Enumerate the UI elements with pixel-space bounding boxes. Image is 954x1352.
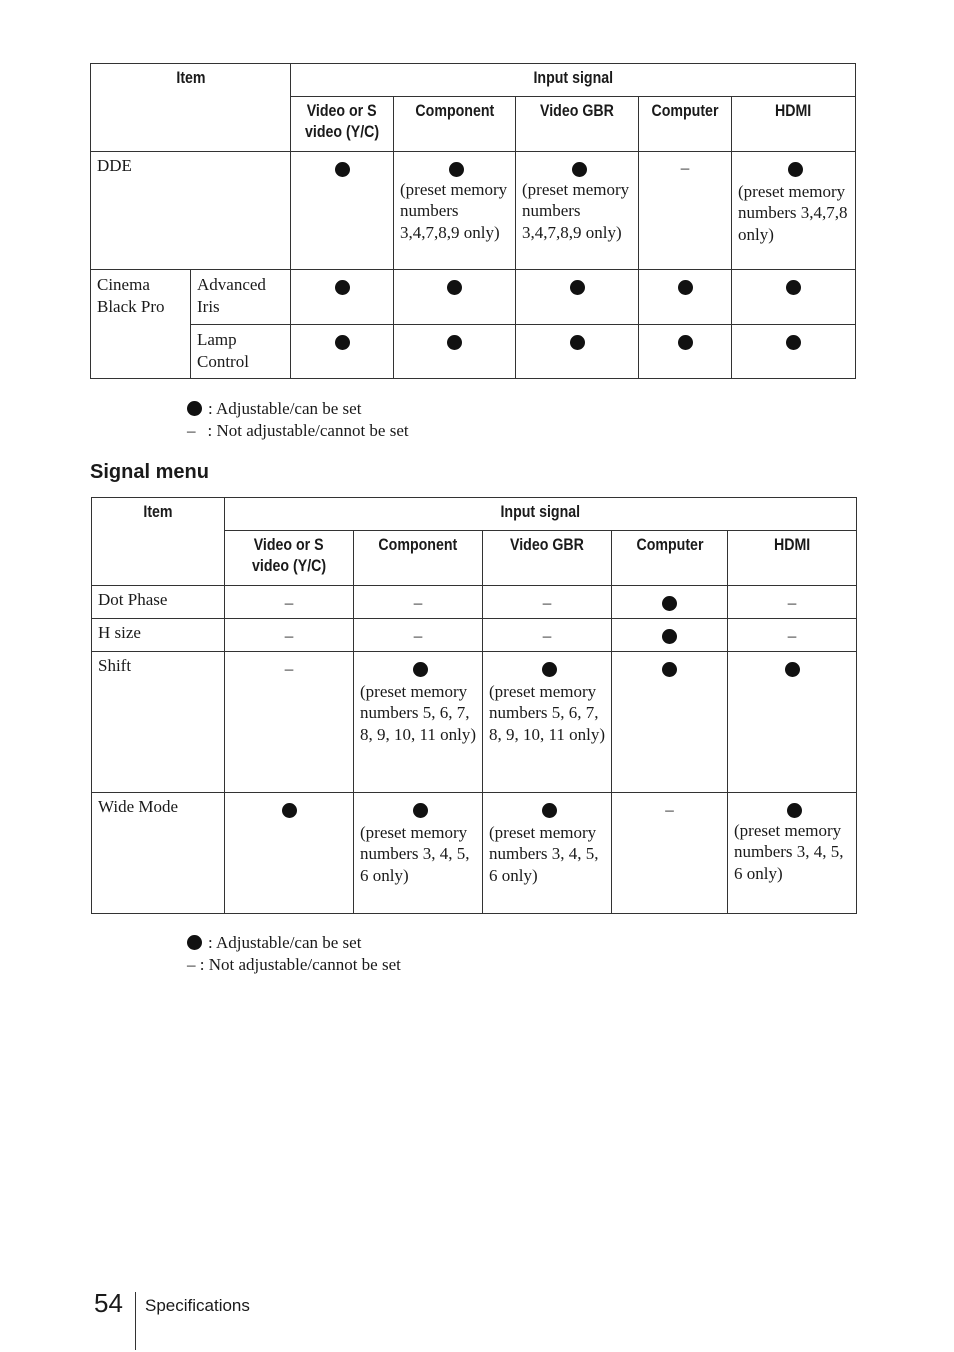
adjustable-dot-icon bbox=[662, 629, 677, 644]
col-computer: Computer bbox=[612, 531, 728, 586]
row-label-h-size: H size bbox=[92, 619, 225, 652]
table-row bbox=[91, 270, 856, 325]
preset-note: (preset memory numbers 3, 4, 5, 6 only) bbox=[360, 822, 470, 885]
row-label-lamp-control: Lamp Control bbox=[191, 325, 291, 379]
adjustable-dot-icon bbox=[662, 662, 677, 677]
not-adjustable-dash: – bbox=[284, 593, 294, 612]
input-signal-table-2 bbox=[91, 497, 857, 914]
col-video-s: Video or S video (Y/C) bbox=[225, 531, 354, 586]
header-input-signal: Input signal bbox=[225, 498, 857, 531]
adjustable-dot-icon bbox=[413, 662, 428, 677]
adjustable-dot-icon bbox=[413, 803, 428, 818]
not-adjustable-dash: – bbox=[542, 626, 552, 645]
col-hdmi: HDMI bbox=[728, 531, 857, 586]
not-adjustable-dash: – bbox=[542, 593, 552, 612]
preset-note: (preset memory numbers 3,4,7,8,9 only) bbox=[400, 179, 508, 242]
adjustable-dot-icon bbox=[542, 803, 557, 818]
footer-divider bbox=[135, 1292, 136, 1350]
preset-note: (preset memory numbers 3,4,7,8,9 only) bbox=[522, 179, 630, 242]
adjustable-dot-icon bbox=[787, 803, 802, 818]
not-adjustable-dash: – bbox=[787, 626, 797, 645]
adjustable-dot-icon bbox=[282, 803, 297, 818]
table-row bbox=[91, 325, 856, 379]
preset-note: (preset memory numbers 3,4,7,8 only) bbox=[738, 181, 848, 244]
adjustable-dot-icon bbox=[570, 280, 585, 295]
header-item: Item bbox=[92, 498, 225, 586]
adjustable-dot-icon bbox=[449, 162, 464, 177]
legend-1: : Adjustable/can be set – : Not adjustable/cannot be set bbox=[187, 399, 409, 440]
preset-note: (preset memory numbers 5, 6, 7, 8, 9, 10, 11 only) bbox=[489, 681, 606, 744]
legend-2: : Adjustable/can be set – : Not adjustable/cannot be set bbox=[187, 933, 401, 974]
adjustable-dot-icon bbox=[447, 280, 462, 295]
adjustable-dot-icon bbox=[335, 162, 350, 177]
row-label-cinema-black-pro: Cinema Black Pro bbox=[91, 270, 191, 379]
not-adjustable-dash: – bbox=[284, 626, 294, 645]
row-label-dde: DDE bbox=[91, 152, 291, 270]
adjustable-dot-icon bbox=[187, 935, 202, 950]
col-component: Component bbox=[394, 97, 516, 152]
adjustable-dot-icon bbox=[187, 401, 202, 416]
col-video-gbr: Video GBR bbox=[516, 97, 639, 152]
adjustable-dot-icon bbox=[335, 280, 350, 295]
table-row bbox=[92, 793, 857, 914]
adjustable-dot-icon bbox=[570, 335, 585, 350]
table-row bbox=[91, 152, 856, 270]
not-adjustable-dash: – bbox=[680, 158, 690, 177]
adjustable-dot-icon bbox=[678, 335, 693, 350]
col-component: Component bbox=[354, 531, 483, 586]
adjustable-dot-icon bbox=[678, 280, 693, 295]
row-label-advanced-iris: Advanced Iris bbox=[191, 270, 291, 325]
col-video-s: Video or S video (Y/C) bbox=[291, 97, 394, 152]
row-label-wide-mode: Wide Mode bbox=[92, 793, 225, 914]
adjustable-dot-icon bbox=[572, 162, 587, 177]
header-item: Item bbox=[91, 64, 291, 152]
preset-note: (preset memory numbers 3, 4, 5, 6 only) bbox=[734, 820, 844, 883]
table-row bbox=[92, 619, 857, 652]
not-adjustable-dash: – bbox=[413, 593, 423, 612]
adjustable-dot-icon bbox=[788, 162, 803, 177]
not-adjustable-dash: – bbox=[413, 626, 423, 645]
row-label-shift: Shift bbox=[92, 652, 225, 793]
preset-note: (preset memory numbers 3, 4, 5, 6 only) bbox=[489, 822, 599, 885]
header-input-signal: Input signal bbox=[291, 64, 856, 97]
table-row bbox=[92, 652, 857, 793]
table-row bbox=[92, 586, 857, 619]
not-adjustable-dash: – bbox=[787, 593, 797, 612]
col-video-gbr: Video GBR bbox=[483, 531, 612, 586]
not-adjustable-dash: – bbox=[665, 800, 674, 819]
adjustable-dot-icon bbox=[786, 335, 801, 350]
preset-note: (preset memory numbers 5, 6, 7, 8, 9, 10, 11 only) bbox=[360, 681, 477, 744]
col-computer: Computer bbox=[639, 97, 732, 152]
footer-section-label: Specifications bbox=[145, 1296, 250, 1315]
col-hdmi: HDMI bbox=[732, 97, 856, 152]
section-title: Signal menu bbox=[90, 461, 209, 483]
adjustable-dot-icon bbox=[335, 335, 350, 350]
adjustable-dot-icon bbox=[786, 280, 801, 295]
input-signal-table-1 bbox=[90, 63, 856, 379]
adjustable-dot-icon bbox=[542, 662, 557, 677]
adjustable-dot-icon bbox=[662, 596, 677, 611]
row-label-dot-phase: Dot Phase bbox=[92, 586, 225, 619]
adjustable-dot-icon bbox=[447, 335, 462, 350]
adjustable-dot-icon bbox=[785, 662, 800, 677]
not-adjustable-dash: – bbox=[284, 659, 294, 678]
page-number: 54 bbox=[94, 1288, 123, 1318]
